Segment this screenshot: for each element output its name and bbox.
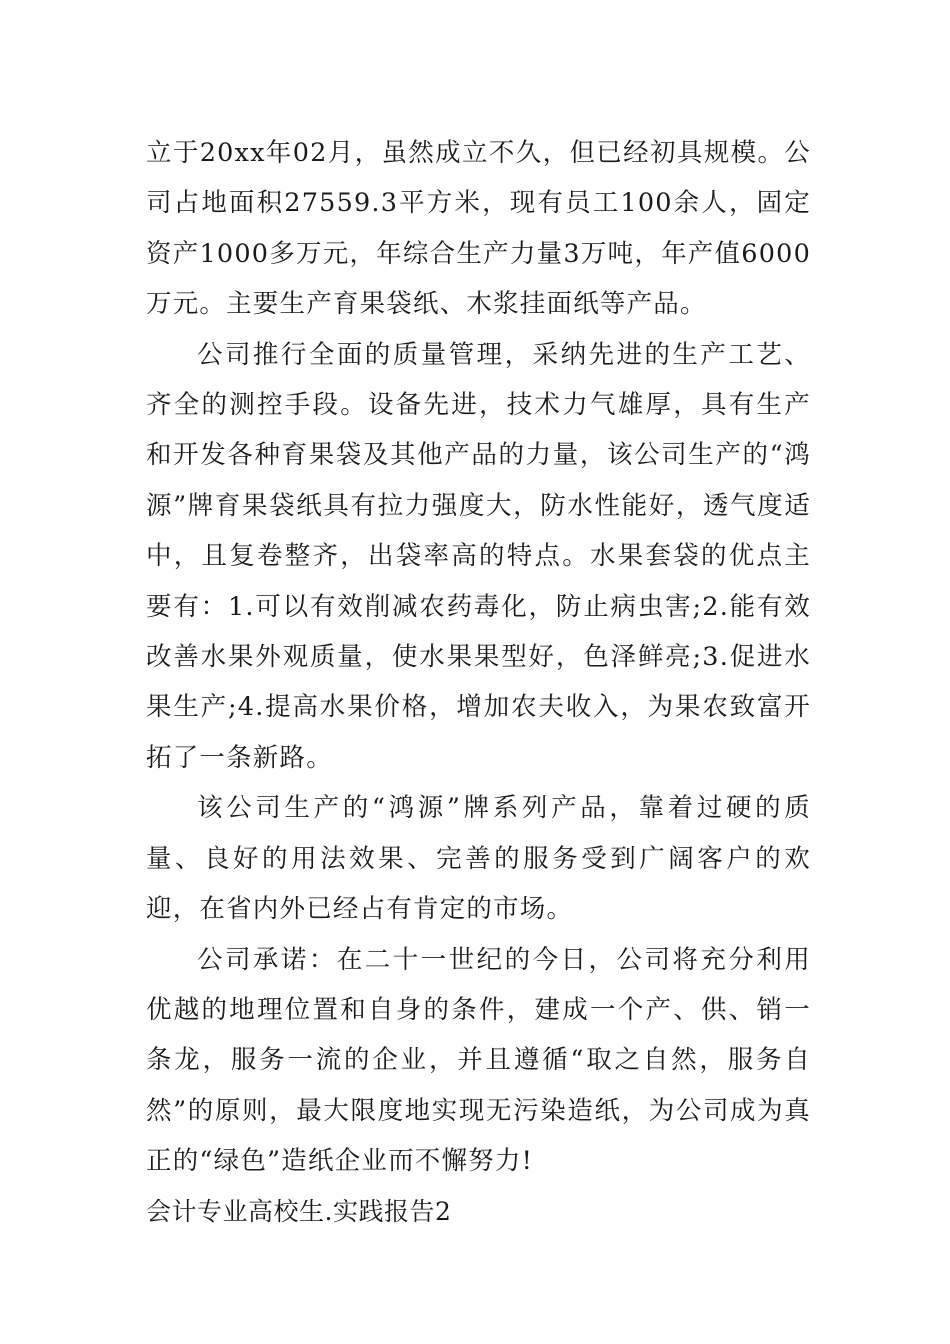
paragraph-company-commitment: 公司承诺：在二十一世纪的今日，公司将充分利用优越的地理位置和自身的条件，建成一个产、供、销一条龙，服务一流的企业，并且遵循“取之自然，服务自然”的原则，最大限度地实现无污染造纸，为公司成为真正的“绿色”造纸企业而不懈努力! <box>146 944 811 1177</box>
document-body <box>146 128 811 1237</box>
paragraph-quality-management: 公司推行全面的质量管理，采纳先进的生产工艺、齐全的测控手段。设备先进，技术力气雄厚，具有生产和开发各种育果袋及其他产品的力量，该公司生产的“鸿源”牌育果袋纸具有拉力强度大，防水性能好，透气度适中，且复卷整齐，出袋率高的特点。水果套袋的优点主要有：1.可以有效削减农药毒化，防止病虫害;2.能有效改善水果外观质量，使水果果型好，色泽鲜亮;3.促进水果生产;4.提高水果价格，增加农夫收入，为果农致富开拓了一条新路。 <box>146 339 811 773</box>
paragraph-product-market: 该公司生产的“鸿源”牌系列产品，靠着过硬的质量、良好的用法效果、完善的服务受到广阔客户的欢迎，在省内外已经占有肯定的市场。 <box>146 793 811 925</box>
paragraph-company-overview: 立于20xx年02月，虽然成立不久，但已经初具规模。公司占地面积27559.3平方米，现有员工100余人，固定资产1000多万元，年综合生产力量3万吨，年产值6000万元。主要生产育果袋纸、木浆挂面纸等产品。 <box>146 138 811 320</box>
section-heading: 会计专业高校生.实践报告2 <box>146 1196 452 1226</box>
